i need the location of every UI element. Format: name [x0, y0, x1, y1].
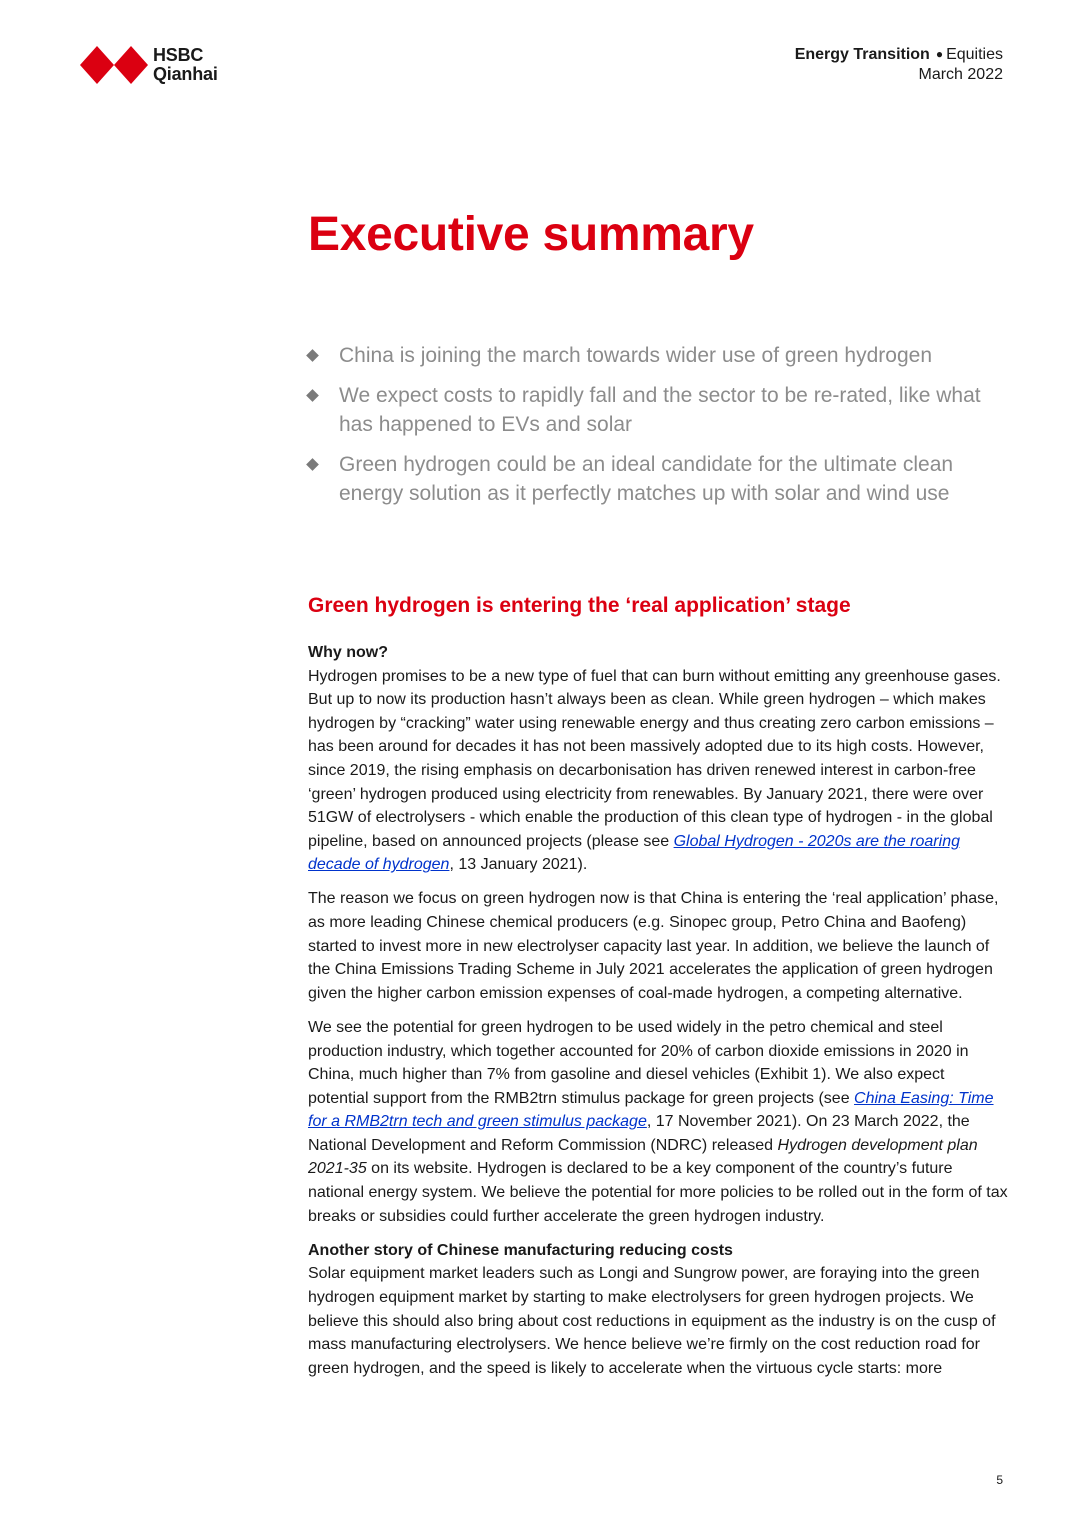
hsbc-qianhai-logo: [80, 46, 218, 84]
highlights-list: [308, 341, 1008, 519]
section-title: Green hydrogen is entering the ‘real application’ stage: [308, 594, 851, 617]
paragraph-1-text: Hydrogen promises to be a new type of fuel that can burn without emitting any greenhouse gases. But up to now its production hasn’t always been as clean. While green hydrogen – which makes hydrogen by “cracking” water using renewable energy and thus creating zero carbon emissions – has been around for decades it has not been massively adopted due to its high costs. However, since 2019, the rising emphasis on decarbonisation has driven renewed interest in carbon-free ‘green’ hydrogen produced using electricity from renewables. By January 2021, there were over 51GW of electrolysers - which enable the production of this clean type of hydrogen - in the global pipeline, based on announced projects (please see: [308, 667, 1001, 850]
china-easing-report-link[interactable]: China Easing: Time for a RMB2trn tech and green stimulus package: [308, 1089, 994, 1131]
highlight-text: We expect costs to rapidly fall and the sector to be re-rated, like what has happened to EVs and solar: [339, 383, 981, 436]
paragraph-1-tail: , 13 January 2021).: [449, 856, 588, 874]
plan-title: Hydrogen development plan 2021-35: [308, 1136, 978, 1178]
global-hydrogen-report-link[interactable]: Global Hydrogen - 2020s are the roaring decade of hydrogen: [308, 832, 960, 874]
report-date: March 2022: [918, 66, 1003, 83]
report-series: Energy Transition: [794, 46, 930, 63]
paragraph-3-text: We see the potential for green hydrogen to be used widely in the petro chemical and steel production industry, which together accounted for 20% of carbon dioxide emissions in 2020 in China, much higher than 7% from gasoline and diesel vehicles (Exhibit 1). We also expect potential support from the RMB2trn stimulus package for green projects (see: [308, 1018, 969, 1107]
paragraph-1: [308, 665, 1008, 877]
logo-brand-line2: Qianhai: [153, 64, 218, 84]
paragraph-3-mid: , 17 November 2021). On 23 March 2022, the National Development and Reform Commission (NDRC) released: [308, 1113, 970, 1154]
separator-dot-icon: ●: [935, 47, 944, 61]
highlight-item: [308, 341, 1008, 371]
report-category: Equities: [946, 46, 1003, 63]
page-number: 5: [996, 1473, 1003, 1487]
logo-brand-line1: HSBC: [153, 45, 204, 65]
paragraph-2: The reason we focus on green hydrogen now is that China is entering the ‘real application’ phase, as more leading Chinese chemical producers (e.g. Sinopec group, Petro China and Baofeng) started to invest more in new electrolyser capacity last year. In addition, we believe the launch of the China Emissions Trading Scheme in July 2021 accelerates the application of green hydrogen given the higher carbon emission expenses of coal-made hydrogen, a competing alternative.: [308, 890, 999, 1002]
paragraph-4: Solar equipment market leaders such as Longi and Sungrow power, are foraying into the green hydrogen equipment market by starting to make electrolysers for green hydrogen projects. We believe this should also bring about cost reductions in equipment as the industry is on the cusp of mass manufacturing electrolysers. We hence believe we’re firmly on the cost reduction road for green hydrogen, and the speed is likely to accelerate when the virtuous cycle starts: more: [308, 1265, 996, 1377]
article-body: [308, 641, 1008, 1391]
page-title: Executive summary: [308, 208, 754, 261]
manufacturing-heading: Another story of Chinese manufacturing reducing costs: [308, 1241, 733, 1259]
why-now-heading: Why now?: [308, 644, 388, 661]
paragraph-3: [308, 1016, 1008, 1228]
highlight-item: [308, 381, 1008, 440]
hsbc-hexagon-icon: [80, 46, 148, 84]
diamond-bullet-icon: [306, 389, 319, 402]
highlight-text: Green hydrogen could be an ideal candidate for the ultimate clean energy solution as it perfectly matches up with solar and wind use: [339, 452, 954, 505]
paragraph-3-tail: on its website. Hydrogen is declared to be a key component of the country’s future national energy system. We believe the potential for more policies to be rolled out in the form of tax breaks or subsidies could further accelerate the green hydrogen industry.: [308, 1160, 1008, 1225]
diamond-bullet-icon: [306, 349, 319, 362]
highlight-item: [308, 450, 1008, 509]
logo-wordmark: [153, 46, 218, 84]
highlight-text: China is joining the march towards wider use of green hydrogen: [339, 344, 932, 367]
diamond-bullet-icon: [306, 458, 319, 471]
report-header: [795, 44, 1003, 85]
